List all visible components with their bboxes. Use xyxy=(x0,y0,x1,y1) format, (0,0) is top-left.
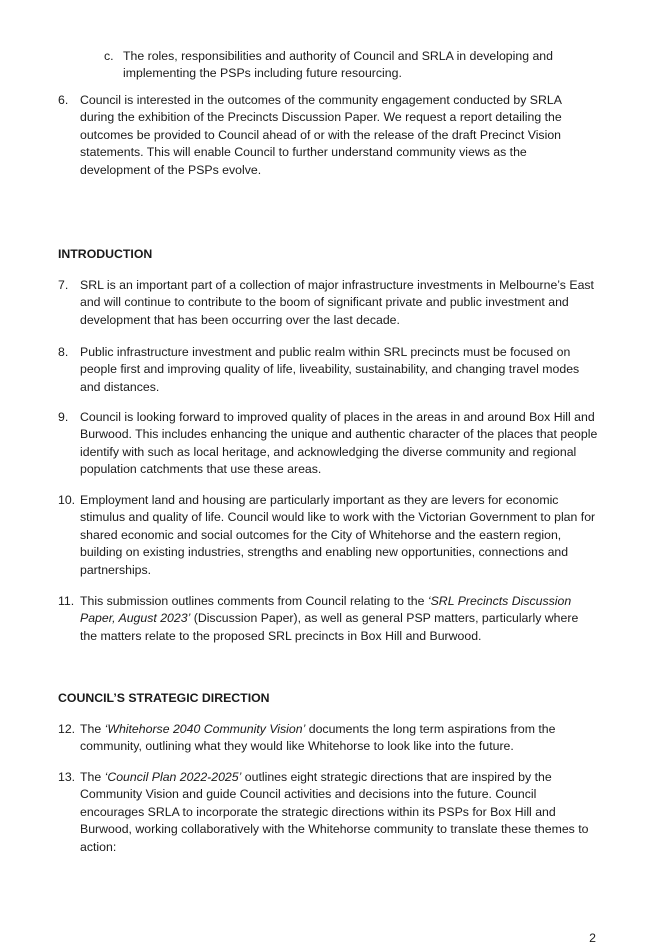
text-run: This submission outlines comments from Council relating to the xyxy=(80,594,428,608)
paragraph-number: 9. xyxy=(58,410,69,424)
text-run: The xyxy=(80,722,105,736)
paragraph-number: 10. xyxy=(58,493,76,507)
document-title-citation: ‘SRL Precincts Discussion Paper, August 2023’ xyxy=(80,594,572,626)
text-run: The xyxy=(80,770,105,784)
paragraph-text: Council is looking forward to improved quality of places in the areas in and around Box Hill and Burwood. This includes enhancing the unique and authentic character of the places that people identify with such as local heritage, and acknowledging the diverse community and regional population catchments that use these areas. xyxy=(80,410,598,477)
paragraph-text xyxy=(80,593,598,645)
text-run: (Discussion Paper), as well as general PSP matters, particularly where the matters relate to the proposed SRL precincts in Box Hill and Burwood. xyxy=(80,611,579,643)
paragraph-number: 11. xyxy=(58,594,75,608)
paragraph-number: 7. xyxy=(58,278,69,292)
paragraph-text: Public infrastructure investment and public realm within SRL precincts must be focused on people first and improving quality of life, liveability, sustainability, and changing travel modes and distances. xyxy=(80,345,580,394)
document-title-citation: ‘Council Plan 2022-2025’ xyxy=(104,770,242,784)
document-title-citation: ‘Whitehorse 2040 Community Vision’ xyxy=(104,722,306,736)
page-number: 2 xyxy=(589,931,596,945)
section-heading-introduction: INTRODUCTION xyxy=(58,247,153,261)
text-run: documents the long term aspirations from the community, outlining what they would like Whitehorse to look like into the future. xyxy=(80,722,556,754)
paragraph-text: SRL is an important part of a collection of major infrastructure investments in Melbourne’s East and will continue to contribute to the boom of significant private and public investment and development that has been occurring over the last decade. xyxy=(80,278,594,327)
paragraph-number: 13. xyxy=(58,770,76,784)
list-text: The roles, responsibilities and authority of Council and SRLA in developing and implementing the PSPs including future resourcing. xyxy=(123,49,553,81)
text-run: outlines eight strategic directions that are inspired by the Community Vision and guide Council activities and decisions into the future. Council encourages SRLA to incorporate the strategic directions within its PSPs for Box Hill and Burwood, working collaboratively with the Whitehorse community to translate these themes to action: xyxy=(80,770,589,854)
paragraph-number: 6. xyxy=(58,93,69,107)
list-label: c. xyxy=(104,49,114,63)
paragraph-text xyxy=(80,769,598,856)
paragraph-number: 12. xyxy=(58,722,76,736)
paragraph-text: Council is interested in the outcomes of the community engagement conducted by SRLA during the exhibition of the Precincts Discussion Paper. We request a report detailing the outcomes be provided to Council ahead of or with the release of the draft Precinct Vision statements. This will enable Council to further understand community views as the development of the PSPs evolve. xyxy=(80,93,562,177)
paragraph-text xyxy=(80,721,598,756)
paragraph-number: 8. xyxy=(58,345,69,359)
paragraph-text: Employment land and housing are particularly important as they are levers for economic stimulus and quality of life. Council would like to work with the Victorian Government to plan for shared economic and social outcomes for the City of Whitehorse and the eastern region, building on existing industries, strengths and enabling new opportunities, connections and partnerships. xyxy=(80,493,596,577)
section-heading-strategic-direction: COUNCIL’S STRATEGIC DIRECTION xyxy=(58,691,270,705)
